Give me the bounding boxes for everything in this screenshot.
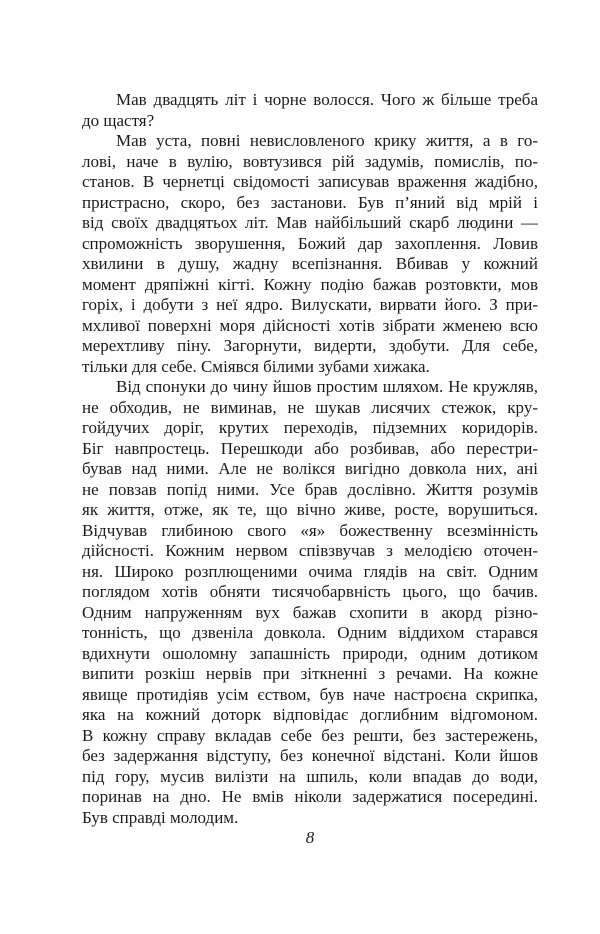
paragraph bbox=[82, 377, 538, 828]
paragraph bbox=[82, 90, 538, 131]
text-line: бував над ними. Але не волікся вигідно довкола них, ані bbox=[82, 459, 538, 478]
text-line: гойдучих доріг, крутих переходів, підземних коридорів. bbox=[82, 418, 538, 437]
text-line: поглядом хотів обняти тисячобарвність цього, що бачив. bbox=[82, 582, 538, 601]
page-text bbox=[82, 90, 538, 828]
text-line: мхливої поверхні моря дійсності хотів зібрати жменею всю bbox=[82, 315, 538, 335]
text-line: без задержання відступу, без конечної відстані. Коли йшов bbox=[82, 746, 538, 765]
text-line: Відчував глибиною свого «я» божественну всезмінність bbox=[82, 520, 538, 540]
text-line: Мав двадцять літ і чорне волосся. Чого ж більше треба bbox=[116, 90, 538, 109]
text-line: Мав уста, повні невисловленого крику життя, а в го- bbox=[116, 131, 538, 150]
text-line: В кожну справу вкладав себе без решти, без застережень, bbox=[82, 725, 538, 745]
text-line: не повзав попід ними. Усе брав дослівно. Життя розумів bbox=[82, 479, 538, 499]
text-line: тільки для себе. Сміявся білими зубами хижака. bbox=[82, 356, 430, 376]
text-line: дійсності. Кожним нервом співзвучав з мелодією оточен- bbox=[82, 541, 538, 560]
text-line: горіх, і добути з неї ядро. Вилускати, вирвати його. З при- bbox=[82, 295, 538, 314]
text-line: момент дряпіжні кігті. Кожну подію бажав розтовкти, мов bbox=[82, 274, 538, 294]
text-line: від своїх двадцятьох літ. Мав найбільший скарб людини — bbox=[82, 213, 538, 232]
paragraph bbox=[82, 131, 538, 377]
text-line: не обходив, не виминав, не шукав лисячих стежок, кру- bbox=[82, 397, 538, 417]
page-number: 8 bbox=[305, 828, 315, 847]
text-line: поринав на дно. Не вмів ніколи задержатися посередині. bbox=[82, 787, 538, 806]
text-line: як життя, отже, як те, що вічно живе, росте, ворушиться. bbox=[82, 500, 538, 519]
text-line: тонність, що дзвеніла довкола. Одним віддихом старався bbox=[82, 623, 538, 642]
text-line: ня. Широко розплющеними очима глядів на світ. Одним bbox=[82, 561, 538, 581]
text-line: станов. В чернетці свідомості записував враження жадібно, bbox=[82, 172, 538, 191]
text-line: Біг навпростець. Перешкоди або розбивав, або перестри- bbox=[82, 438, 538, 458]
text-line: вдихнути ошоломну запашність природи, одним дотиком bbox=[82, 643, 538, 663]
text-line: яка на кожний доторк відповідає доглибним відгомоном. bbox=[82, 705, 538, 724]
text-line: мерехтливу піну. Загорнути, видерти, здобути. Для себе, bbox=[82, 336, 538, 355]
text-line: лові, наче в вулію, вовтузився рій задумів, помислів, по- bbox=[82, 151, 538, 171]
text-line: спроможність зворушення, Божий дар захоплення. Ловив bbox=[82, 233, 538, 253]
text-line: хвилини в душу, жадну всепізнання. Вбивав у кожний bbox=[82, 254, 538, 273]
text-line: Одним напруженням вух бажав схопити в акорд різно- bbox=[82, 602, 538, 622]
text-line: Був справді молодим. bbox=[82, 807, 239, 827]
text-line: пристрасно, скоро, без застанови. Був п’яний від мрій і bbox=[82, 192, 538, 212]
text-line: Від спонуки до чину йшов простим шляхом. Не кружляв, bbox=[116, 377, 538, 396]
text-line: випити розкіш нервів при зіткненні з речами. На кожне bbox=[82, 664, 538, 683]
text-line: до щастя? bbox=[82, 110, 155, 130]
text-line: явище протидіяв усім єством, був наче настроєна скрипка, bbox=[82, 684, 538, 704]
text-line: під гору, мусив вилізти на шпиль, коли впадав до води, bbox=[82, 766, 538, 786]
